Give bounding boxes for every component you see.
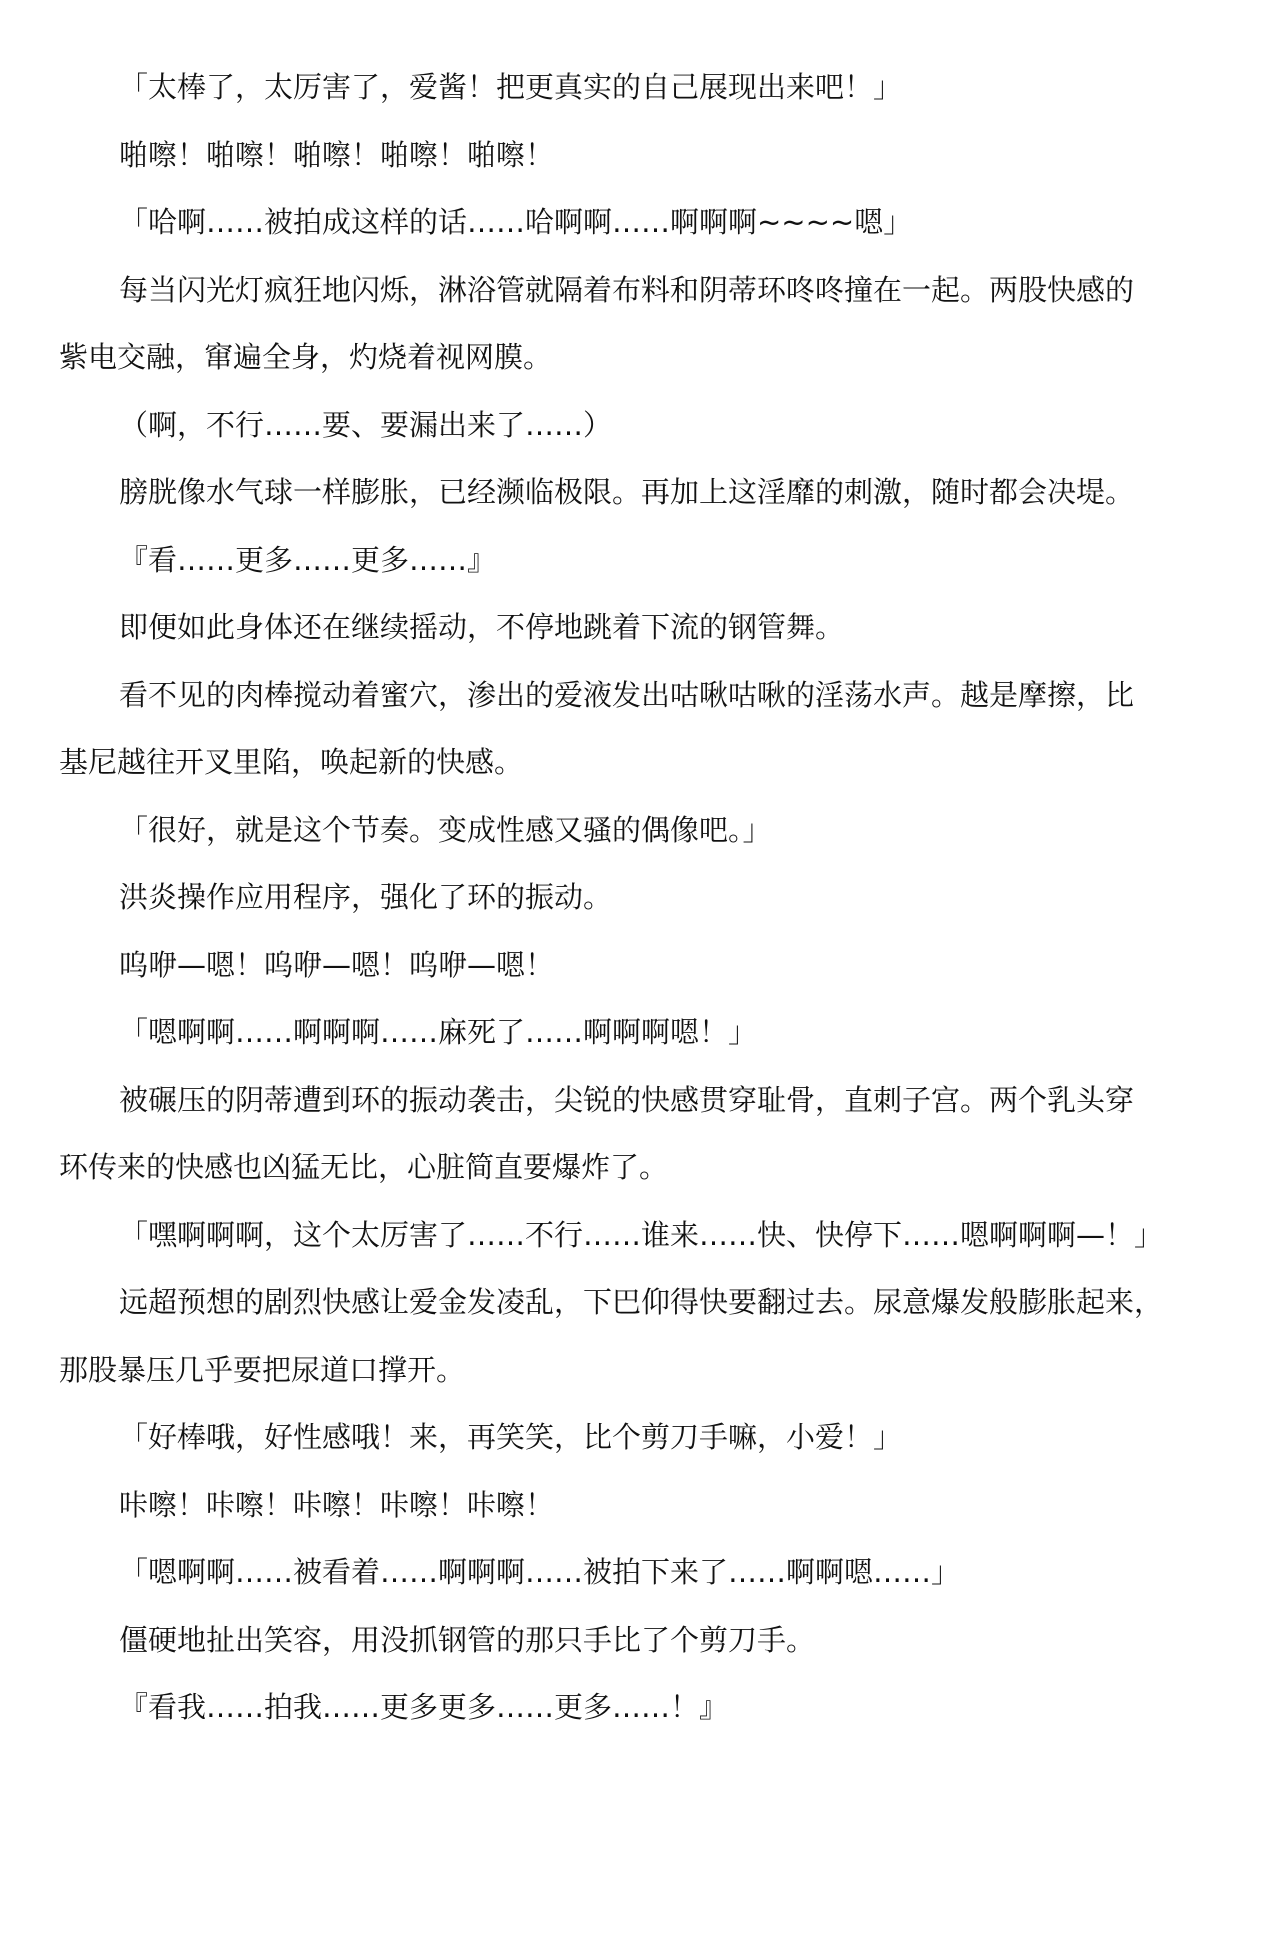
text-line: （啊，不行……要、要漏出来了……）: [119, 407, 613, 442]
paragraph: [59, 1607, 1259, 1675]
paragraph: [59, 527, 1259, 595]
text-line: 「很好，就是这个节奏。变成性感又骚的偶像吧。」: [119, 812, 772, 847]
paragraph: [59, 662, 1259, 797]
text-line: 「哈啊……被拍成这样的话……哈啊啊……啊啊啊~~~~嗯」: [119, 205, 913, 239]
paragraph: [59, 594, 1259, 662]
text-line: 基尼越往开叉里陷，唤起新的快感。: [59, 745, 524, 779]
paragraph: [59, 1472, 1259, 1540]
text-line: 「太棒了，太厉害了，爱酱！把更真实的自己展现出来吧！」: [119, 70, 903, 104]
text-line: 「嗯啊啊……啊啊啊……麻死了……啊啊啊嗯！」: [119, 1015, 758, 1049]
text-line: 膀胱像水气球一样膨胀，已经濒临极限。再加上这淫靡的刺激，随时都会决堤。: [119, 475, 1135, 509]
text-line: 紫电交融，窜遍全身，灼烧着视网膜。: [59, 340, 553, 374]
paragraph: [59, 1674, 1259, 1742]
text-line: 『看我……拍我……更多更多……更多……！』: [119, 1690, 729, 1724]
text-line: 「好棒哦，好性感哦！来，再笑笑，比个剪刀手嘛，小爱！」: [119, 1420, 903, 1454]
text-line: 呜咿—嗯！呜咿—嗯！呜咿—嗯！: [119, 947, 555, 982]
document-body: [59, 54, 1259, 1742]
text-line: 那股暴压几乎要把尿道口撑开。: [59, 1352, 466, 1387]
paragraph: [59, 1269, 1259, 1404]
text-line: 即便如此身体还在继续摇动，不停地跳着下流的钢管舞。: [119, 610, 845, 644]
text-line: 远超预想的剧烈快感让爱金发凌乱，下巴仰得快要翻过去。尿意爆发般膨胀起来，: [119, 1285, 1164, 1319]
paragraph: [59, 122, 1259, 190]
paragraph: [59, 257, 1259, 392]
paragraph: [59, 54, 1259, 122]
paragraph: [59, 1067, 1259, 1202]
text-line: 啪嚓！啪嚓！啪嚓！啪嚓！啪嚓！: [119, 137, 555, 172]
paragraph: [59, 189, 1259, 257]
text-line: 「嗯啊啊……被看着……啊啊啊……被拍下来了……啊啊嗯……」: [119, 1555, 961, 1589]
text-line: 每当闪光灯疯狂地闪烁，淋浴管就隔着布料和阴蒂环咚咚撞在一起。两股快感的: [119, 272, 1135, 307]
paragraph: [59, 932, 1259, 1000]
text-line: 『看……更多……更多……』: [119, 542, 497, 577]
paragraph: [59, 459, 1259, 527]
paragraph: [59, 1404, 1259, 1472]
paragraph: [59, 1539, 1259, 1607]
text-line: 洪炎操作应用程序，强化了环的振动。: [119, 880, 613, 914]
text-line: 看不见的肉棒搅动着蜜穴，渗出的爱液发出咕啾咕啾的淫荡水声。越是摩擦，比: [119, 677, 1135, 712]
text-line: 咔嚓！咔嚓！咔嚓！咔嚓！咔嚓！: [119, 1487, 555, 1522]
paragraph: [59, 999, 1259, 1067]
text-line: 「嘿啊啊啊，这个太厉害了……不行……谁来……快、快停下……嗯啊啊啊—！」: [119, 1217, 1164, 1252]
paragraph: [59, 797, 1259, 865]
text-line: 环传来的快感也凶猛无比，心脏简直要爆炸了。: [59, 1150, 669, 1184]
text-line: 被碾压的阴蒂遭到环的振动袭击，尖锐的快感贯穿耻骨，直刺子宫。两个乳头穿: [119, 1082, 1135, 1117]
paragraph: [59, 1202, 1259, 1270]
paragraph: [59, 392, 1259, 460]
paragraph: [59, 864, 1259, 932]
text-line: 僵硬地扯出笑容，用没抓钢管的那只手比了个剪刀手。: [119, 1622, 816, 1657]
